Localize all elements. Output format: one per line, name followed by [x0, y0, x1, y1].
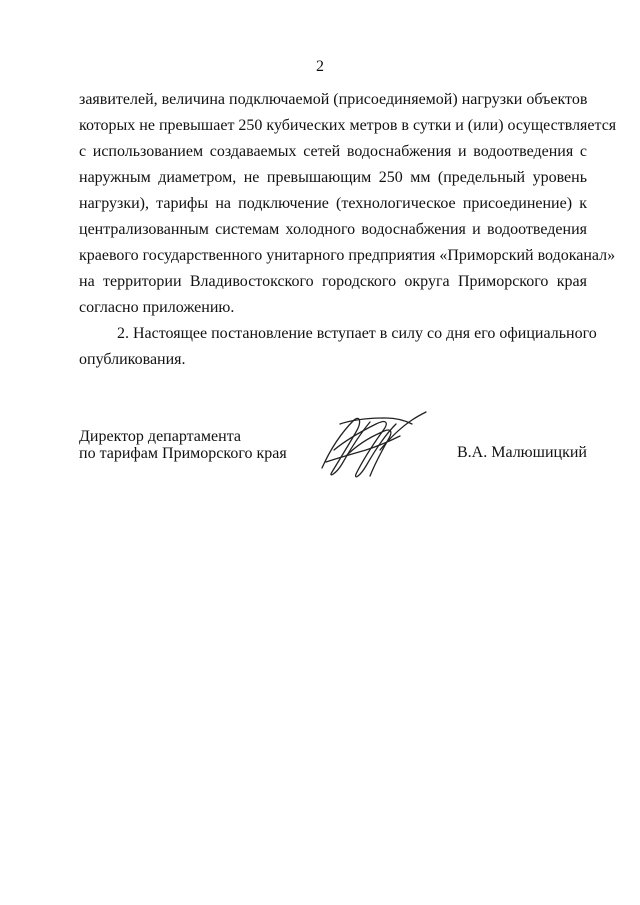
text-line: нагрузки), тарифы на подключение (технологическое присоединение) к — [79, 195, 587, 212]
page-number: 2 — [316, 58, 324, 75]
text-line: заявителей, величина подключаемой (присоединяемой) нагрузки объектов — [79, 91, 588, 108]
text-line: краевого государственного унитарного предприятия «Приморский водоканал» — [79, 247, 616, 264]
handwritten-signature-icon — [316, 410, 428, 482]
signatory-name: В.А. Малюшицкий — [457, 444, 587, 461]
text-line: на территории Владивостокского городского округа Приморского края — [79, 273, 587, 290]
text-line: с использованием создаваемых сетей водоснабжения и водоотведения с — [79, 143, 587, 160]
text-line: опубликования. — [79, 351, 186, 368]
text-line: которых не превышает 250 кубических метров в сутки и (или) осуществляется — [79, 117, 617, 134]
text-line: централизованным системам холодного водоснабжения и водоотведения — [79, 221, 587, 238]
signatory-title-line1: Директор департамента — [79, 428, 241, 445]
text-line: согласно приложению. — [79, 299, 235, 316]
signatory-title-line2: по тарифам Приморского края — [79, 445, 287, 462]
text-line: 2. Настоящее постановление вступает в силу со дня его официального — [117, 325, 597, 342]
text-line: наружным диаметром, не превышающим 250 мм (предельный уровень — [79, 169, 587, 186]
